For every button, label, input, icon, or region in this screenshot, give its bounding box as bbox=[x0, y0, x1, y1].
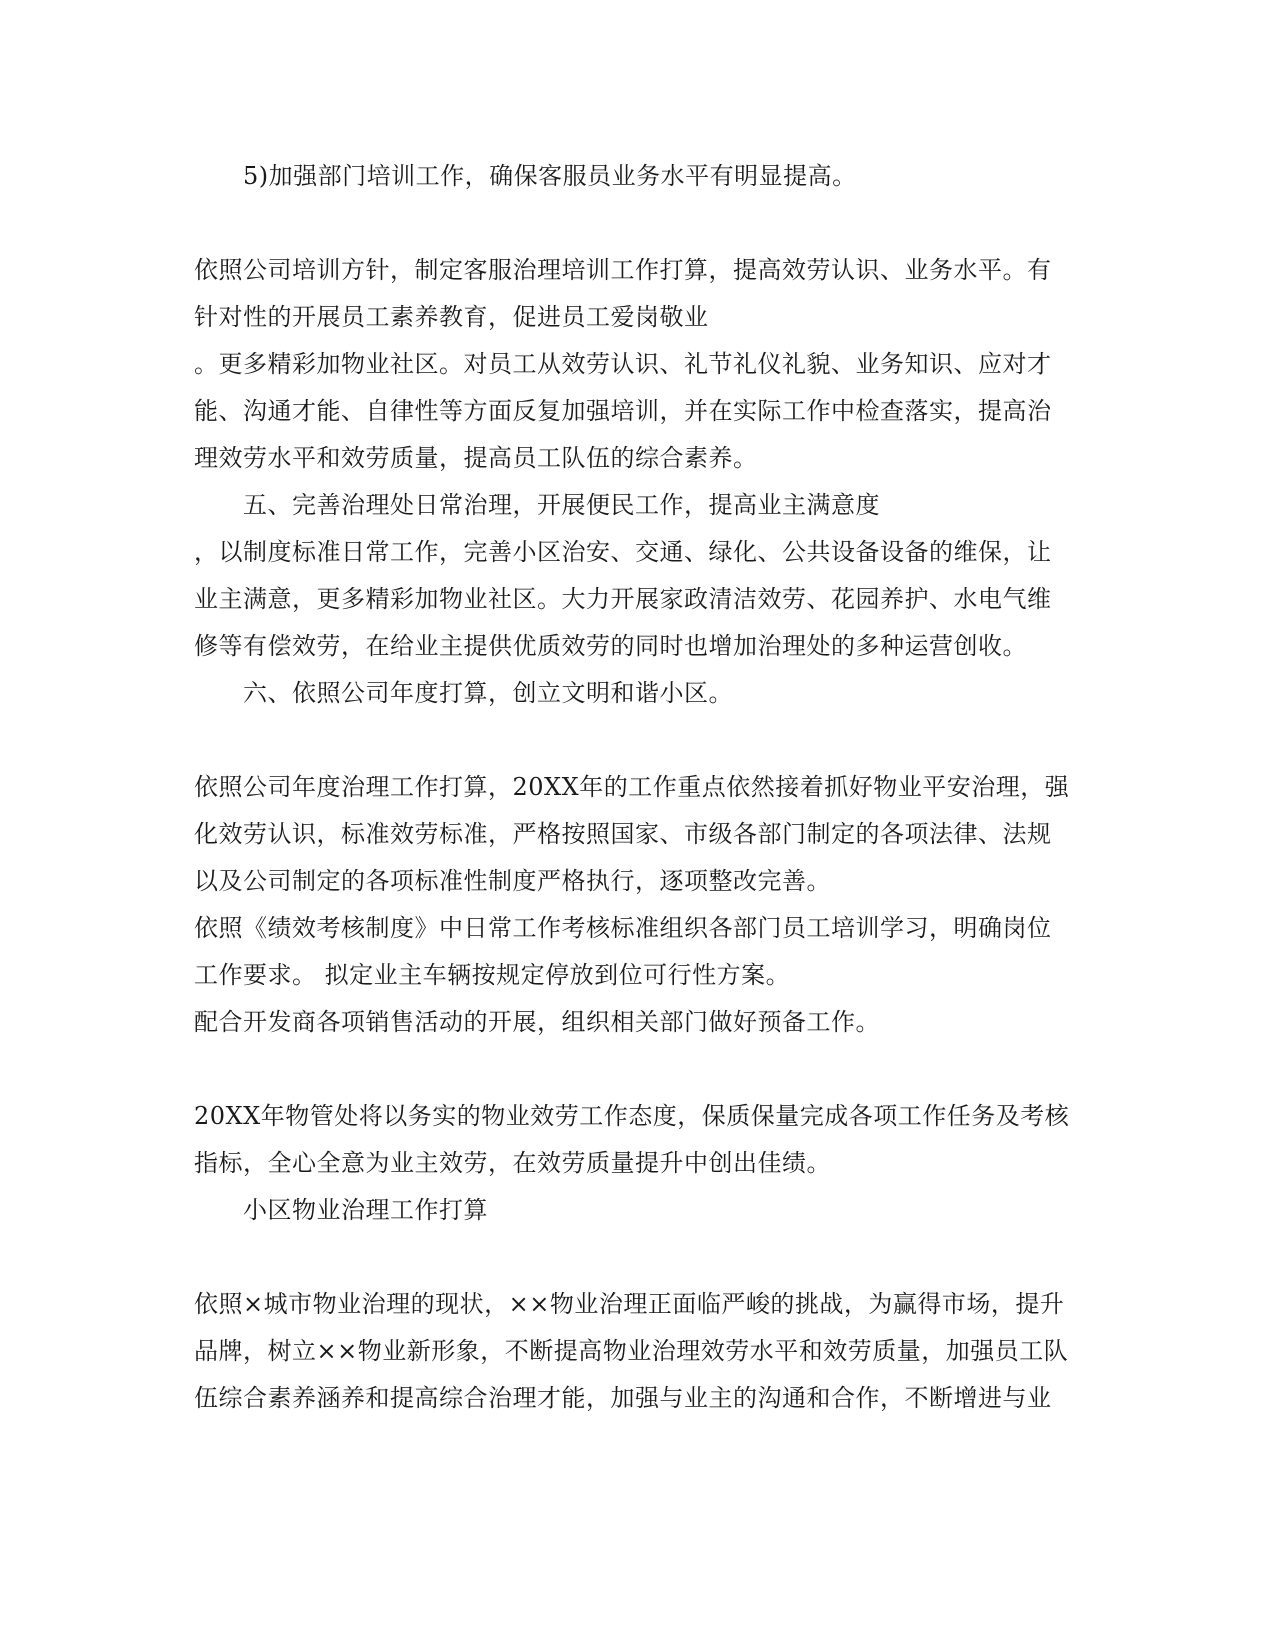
paragraph-line: 。更多精彩加物业社区。对员工从效劳认识、礼节礼仪礼貌、业务知识、应对才 bbox=[194, 350, 1052, 378]
section-heading: 五、完善治理处日常治理，开展便民工作，提高业主满意度 bbox=[243, 491, 880, 519]
paragraph-line: 能、沟通才能、自律性等方面反复加强培训，并在实际工作中检查落实，提高治 bbox=[194, 397, 1052, 425]
paragraph-line: 工作要求。 拟定业主车辆按规定停放到位可行性方案。 bbox=[194, 961, 791, 989]
paragraph-line: 修等有偿效劳，在给业主提供优质效劳的同时也增加治理处的多种运营创收。 bbox=[194, 632, 1027, 660]
paragraph-line: 理效劳水平和效劳质量，提高员工队伍的综合素养。 bbox=[194, 444, 758, 472]
paragraph-line: 指标，全心全意为业主效劳，在效劳质量提升中创出佳绩。 bbox=[194, 1149, 831, 1177]
paragraph-line: 品牌，树立××物业新形象，不断提高物业治理效劳水平和效劳质量，加强员工队 bbox=[194, 1337, 1069, 1365]
paragraph-line: ，以制度标准日常工作，完善小区治安、交通、绿化、公共设备设备的维保，让 bbox=[194, 538, 1052, 566]
paragraph-line: 业主满意，更多精彩加物业社区。大力开展家政清洁效劳、花园养护、水电气维 bbox=[194, 585, 1052, 613]
section-title: 小区物业治理工作打算 bbox=[243, 1196, 488, 1224]
paragraph-line: 5)加强部门培训工作，确保客服员业务水平有明显提高。 bbox=[243, 162, 857, 190]
paragraph-line: 20XX年物管处将以务实的物业效劳工作态度，保质保量完成各项工作任务及考核 bbox=[194, 1102, 1070, 1130]
paragraph-line: 伍综合素养涵养和提高综合治理才能，加强与业主的沟通和合作，不断增进与业 bbox=[194, 1384, 1052, 1412]
paragraph-line: 依照公司年度治理工作打算，20XX年的工作重点依然接着抓好物业平安治理，强 bbox=[194, 773, 1070, 801]
paragraph-line: 依照公司培训方针，制定客服治理培训工作打算，提高效劳认识、业务水平。有 bbox=[194, 256, 1052, 284]
paragraph-line: 配合开发商各项销售活动的开展，组织相关部门做好预备工作。 bbox=[194, 1008, 880, 1036]
section-heading: 六、依照公司年度打算，创立文明和谐小区。 bbox=[243, 679, 733, 707]
paragraph-line: 针对性的开展员工素养教育，促进员工爱岗敬业 bbox=[194, 303, 709, 331]
paragraph-line: 依照×城市物业治理的现状，××物业治理正面临严峻的挑战，为赢得市场，提升 bbox=[194, 1290, 1065, 1318]
paragraph-line: 化效劳认识，标准效劳标准，严格按照国家、市级各部门制定的各项法律、法规 bbox=[194, 820, 1052, 848]
paragraph-line: 以及公司制定的各项标准性制度严格执行，逐项整改完善。 bbox=[194, 867, 831, 895]
paragraph-line: 依照《绩效考核制度》中日常工作考核标准组织各部门员工培训学习，明确岗位 bbox=[194, 914, 1052, 942]
